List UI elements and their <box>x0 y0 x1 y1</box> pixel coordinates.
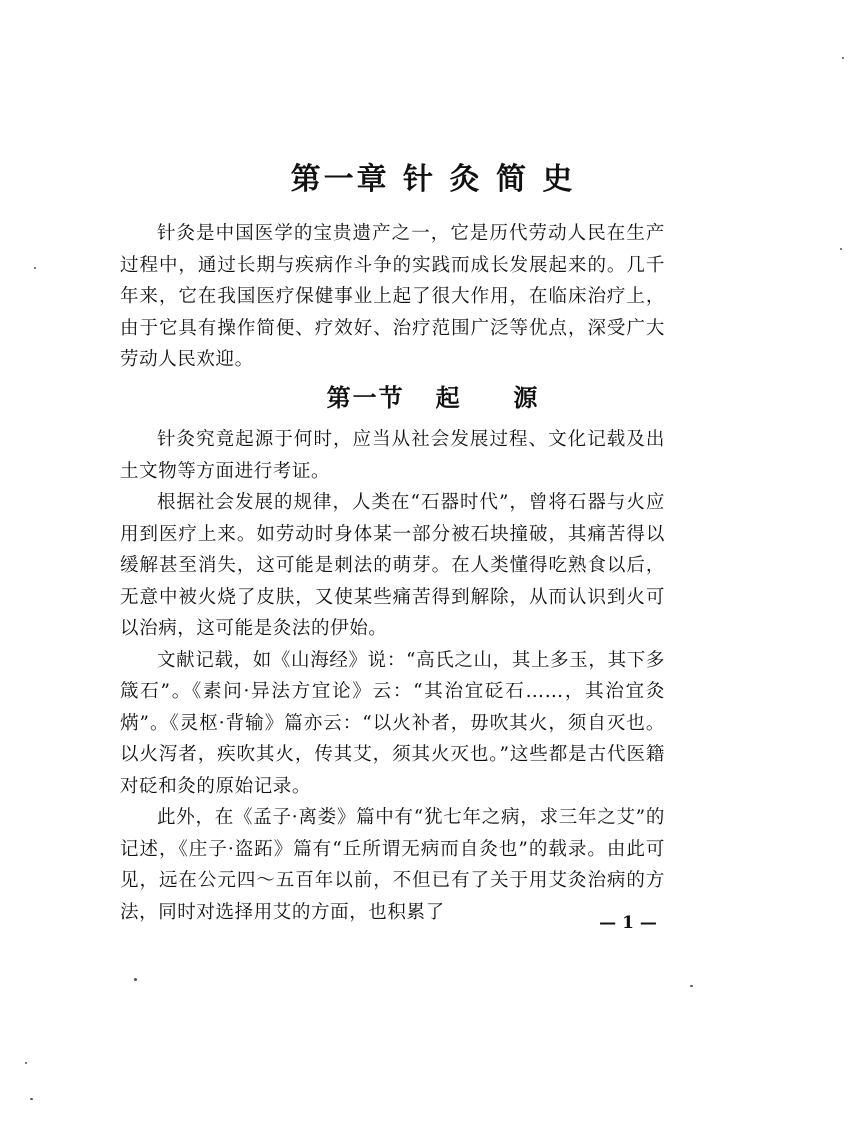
scan-speck <box>840 248 842 250</box>
scan-speck <box>25 1062 27 1064</box>
section-body <box>120 424 665 928</box>
body-paragraph-1: 针灸究竟起源于何时，应当从社会发展过程、文化记载及出土文物等方面进行考证。 <box>120 429 665 482</box>
scan-speck <box>34 267 36 269</box>
section-title: 第一节 起 源 <box>326 383 540 412</box>
scan-speck <box>134 978 137 981</box>
body-paragraph-3: 文献记载，如《山海经》说：“高氏之山，其上多玉，其下多箴石”。《素问·异法方宜论》云：“其治宜砭石……，其治宜灸焫”。《灵枢·背输》篇亦云：“以火补者，毋吹其火，须自灭也。以火泻者，疾吹其火，传其艾，须其火灭也。”这些都是古代医籍对砭和灸的原始记录。 <box>120 649 665 797</box>
scan-speck <box>690 985 693 987</box>
body-paragraph-2: 根据社会发展的规律，人类在“石器时代”，曾将石器与火应用到医疗上来。如劳动时身体某一部分被石块撞破，其痛苦得以缓解甚至消失，这可能是刺法的萌芽。在人类懂得吃熟食以后，无意中被火烧了皮肤，又使某些痛苦得到解除，从而认识到火可以治病，这可能是灸法的伊始。 <box>120 492 665 639</box>
intro-block <box>120 218 665 376</box>
scan-speck <box>30 1098 33 1100</box>
chapter-title: 第一章 针 灸 简 史 <box>290 162 576 197</box>
scan-speck <box>842 57 844 59</box>
page-number: — 1 — <box>599 913 657 933</box>
intro-paragraph: 针灸是中国医学的宝贵遗产之一，它是历代劳动人民在生产过程中，通过长期与疾病作斗争的实践而成长发展起来的。几千年来，它在我国医疗保健事业上起了很大作用，在临床治疗上，由于它具有操作简便、疗效好、治疗范围广泛等优点，深受广大劳动人民欢迎。 <box>120 223 665 370</box>
body-paragraph-4: 此外，在《孟子·离娄》篇中有“犹七年之病，求三年之艾”的记述，《庄子·盗跖》篇有“丘所谓无病而自灸也”的载录。由此可见，远在公元四～五百年以前，不但已有了关于用艾灸治病的方法，同时对选择用艾的方面，也积累了 <box>120 807 665 923</box>
